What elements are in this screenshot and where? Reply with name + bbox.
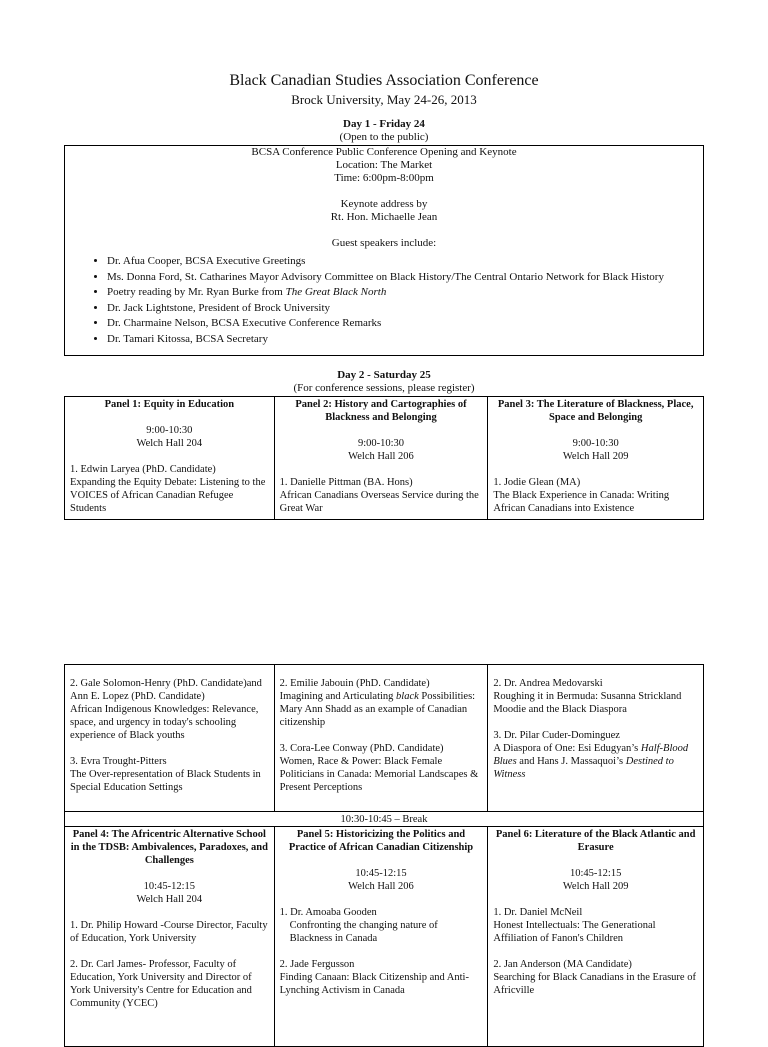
list-item: • Dr. Jack Lightstone, President of Brock University bbox=[107, 301, 703, 317]
list-item: • Dr. Afua Cooper, BCSA Executive Greetings bbox=[107, 254, 703, 270]
list-item: • Ms. Donna Ford, St. Catharines Mayor Advisory Committee on Black History/The Central Ontario Network for Black History bbox=[107, 270, 703, 286]
event-location: Location: The Market bbox=[335, 159, 433, 171]
list-item: • Dr. Tamari Kitossa, BCSA Secretary bbox=[107, 332, 703, 348]
guest-speaker-list bbox=[65, 254, 703, 347]
schedule-table-part2 bbox=[64, 664, 704, 1047]
panel-2-cell: Panel 2: History and Cartographies of Blackness and Belonging 9:00-10:30 Welch Hall 206 1. Danielle Pittman (BA. Hons) African Canadians Overseas Service during the Great War bbox=[274, 397, 488, 520]
poetry-title: The Great Black North bbox=[285, 286, 387, 298]
panel-1-title: Panel 1: Equity in Education bbox=[104, 399, 235, 410]
event-time: Time: 6:00pm-8:00pm bbox=[334, 172, 434, 184]
panel-3-cell: Panel 3: The Literature of Blackness, Place, Space and Belonging 9:00-10:30 Welch Hall 209 1. Jodie Glean (MA) The Black Experience in Canada: Writing African Canadians into Existence bbox=[488, 397, 704, 520]
keynote-speaker: Rt. Hon. Michaelle Jean bbox=[330, 211, 438, 223]
event-name: BCSA Conference Public Conference Opening and Keynote bbox=[251, 146, 517, 158]
day1-heading: Day 1 - Friday 24 bbox=[343, 118, 425, 130]
guest-intro: Guest speakers include: bbox=[331, 237, 437, 249]
panel-6-title: Panel 6: Literature of the Black Atlantic and Erasure bbox=[495, 829, 696, 853]
conference-title: Black Canadian Studies Association Conference bbox=[229, 72, 539, 89]
table-row bbox=[65, 827, 704, 1047]
panel-4-title: Panel 4: The Africentric Alternative School in the TDSB: Ambivalences, Paradoxes, and Challenges bbox=[70, 829, 268, 866]
day2-heading: Day 2 - Saturday 25 bbox=[337, 369, 431, 381]
conference-subtitle: Brock University, May 24-26, 2013 bbox=[291, 92, 477, 107]
table-row: 2. Gale Solomon-Henry (PhD. Candidate)and Ann E. Lopez (PhD. Candidate) African Indigenous Knowledges: Relevance, space, and urgency in today's schooling experience of Black youths 3. Evra Trought-Pitters The Over-representation of Black Students in Special Education Settings 2. Emilie Jabouin (PhD. Candidate) Imagining and Articulating black Possibilities: Mary Ann Shadd as an example of Canadian citizenship 3. Cora-Lee Conway (PhD. Candidate) Women, Race & Power: Black Female Politicians in Canada: Memorial Landscapes & Present Perceptions 2. Dr. Andrea Medovarski Roughing it in Bermuda: Susanna Strickland Moodie and the Black Diaspora 3. Dr. Pilar Cuder-Dominguez A Diaspora of One: Esi Edugyan’s Half-Blood Blues and Hans J. Massaquoi’s Destined to Witness bbox=[65, 665, 704, 812]
list-item: • Poetry reading by Mr. Ryan Burke from The Great Black North bbox=[107, 285, 703, 301]
keynote-intro: Keynote address by bbox=[340, 198, 428, 210]
panel-2-title: Panel 2: History and Cartographies of Blackness and Belonging bbox=[295, 399, 467, 423]
break-row: 10:30-10:45 – Break bbox=[65, 812, 704, 827]
day1-note: (Open to the public) bbox=[339, 131, 429, 143]
day2-note: (For conference sessions, please register) bbox=[293, 382, 475, 394]
panel-4-cell: Panel 4: The Africentric Alternative School in the TDSB: Ambivalences, Paradoxes, and Challenges 10:45-12:15 Welch Hall 204 1. Dr. Philip Howard -Course Director, Faculty of Education, York University 2. Dr. Carl James- Professor, Faculty of Education, York University and Director of York University's Centre for Education and Community (YCEC) bbox=[65, 827, 275, 1047]
panel-5-cell: Panel 5: Historicizing the Politics and Practice of African Canadian Citizenship 10:45-12:15 Welch Hall 206 1. Dr. Amoaba Gooden Confronting the changing nature of Blackness in Canada 2. Jade Fergusson Finding Canaan: Black Citizenship and Anti-Lynching Activism in Canada bbox=[274, 827, 488, 1047]
list-item: • Dr. Charmaine Nelson, BCSA Executive Conference Remarks bbox=[107, 316, 703, 332]
schedule-table-part1 bbox=[64, 396, 704, 520]
panel-1-cell: Panel 1: Equity in Education 9:00-10:30 Welch Hall 204 1. Edwin Laryea (PhD. Candidate) Expanding the Equity Debate: Listening to the VOICES of African Canadian Refugee Students bbox=[65, 397, 275, 520]
table-row bbox=[65, 397, 704, 520]
opening-event-box bbox=[64, 145, 704, 356]
panel-6-cell: Panel 6: Literature of the Black Atlantic and Erasure 10:45-12:15 Welch Hall 209 1. Dr. Daniel McNeil Honest Intellectuals: The Generational Affiliation of Fanon's Children 2. Jan Anderson (MA Candidate) Searching for Black Canadians in the Erasure of Africville bbox=[488, 827, 704, 1047]
table-row bbox=[65, 812, 704, 827]
panel-5-title: Panel 5: Historicizing the Politics and Practice of African Canadian Citizenship bbox=[288, 829, 474, 853]
panel-3-title: Panel 3: The Literature of Blackness, Place, Space and Belonging bbox=[497, 399, 694, 423]
